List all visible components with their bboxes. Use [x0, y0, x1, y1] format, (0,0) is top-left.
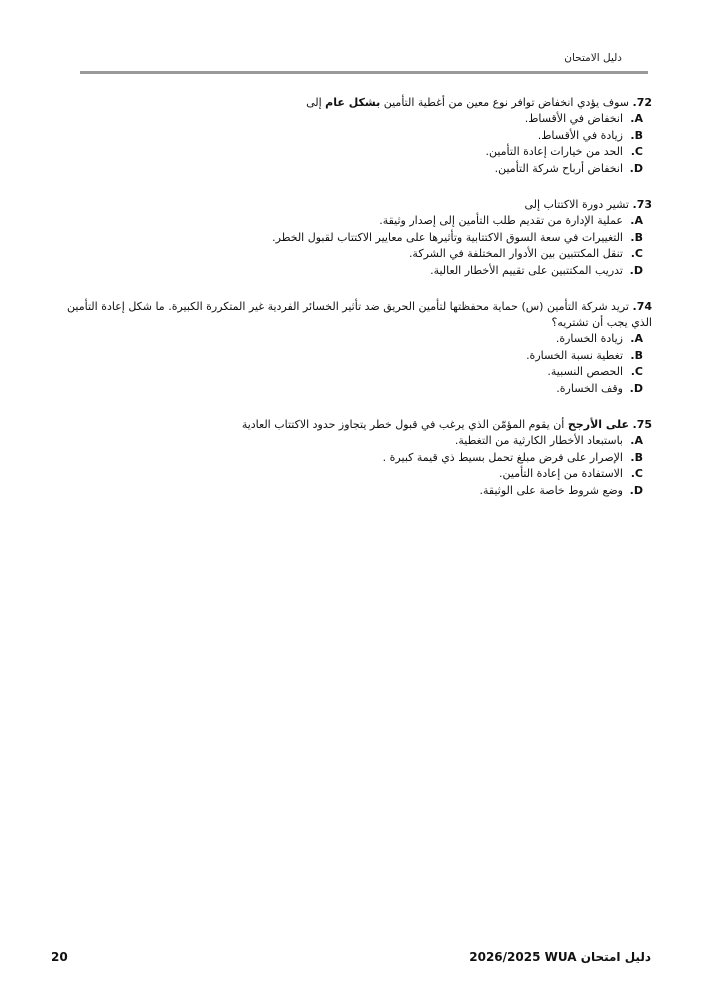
answer-option	[60, 213, 643, 230]
answer-option	[60, 161, 643, 178]
option-letter: B.	[630, 128, 643, 142]
answer-option	[60, 364, 643, 381]
option-text: الإصرار على فرض مبلغ تحمل بسيط ذي قيمة كبيرة .	[382, 450, 623, 464]
question-75	[60, 417, 652, 499]
question-text: تشير دورة الاكتتاب إلى	[524, 198, 629, 211]
option-letter: C.	[630, 365, 643, 378]
answer-option	[60, 466, 643, 483]
question-emphasis: على الأرجح	[567, 418, 629, 431]
option-letter: C.	[630, 145, 643, 158]
option-text: باستبعاد الأخطار الكارثية من التغطية.	[454, 434, 623, 447]
page-header-title: دليل الامتحان	[564, 52, 622, 64]
answer-options	[60, 213, 643, 279]
option-text: تنقل المكتتبين بين الأدوار المختلفة في الشركة.	[408, 247, 623, 260]
option-letter: B.	[630, 230, 643, 244]
answer-options	[60, 433, 643, 499]
option-letter: C.	[630, 247, 643, 260]
option-text: الحصص النسبية.	[547, 365, 623, 378]
option-text: التغييرات في سعة السوق الاكتتابية وتأثيرها على معايير الاكتتاب لقبول الخطر.	[272, 230, 623, 244]
question-text: سوف يؤدي انخفاض توافر نوع معين من أغطية التأمين	[383, 96, 629, 109]
option-text: وقف الخسارة.	[556, 381, 623, 395]
option-letter: D.	[629, 483, 643, 497]
answer-option	[60, 483, 643, 500]
option-text: الحد من خيارات إعادة التأمين.	[485, 145, 623, 158]
answer-option	[60, 450, 643, 467]
header-divider	[80, 71, 648, 74]
answer-option	[60, 348, 643, 365]
question-number: 73.	[632, 198, 652, 211]
option-text: انخفاض في الأقساط.	[524, 112, 623, 125]
option-text: الاستفادة من إعادة التأمين.	[499, 467, 623, 480]
question-stem	[60, 299, 652, 331]
questions-list	[60, 95, 652, 519]
answer-option	[60, 433, 643, 450]
question-emphasis: بشكل عام	[325, 96, 381, 109]
question-text-tail: إلى	[306, 96, 322, 109]
page-number: 20	[51, 950, 68, 964]
question-text-tail: أن يقوم المؤمّن الذي يرغب في قبول خطر يتجاوز حدود الاكتتاب العادية	[241, 418, 565, 431]
answer-option	[60, 230, 643, 247]
option-letter: D.	[629, 161, 643, 175]
question-text: تريد شركة التأمين (س) حماية محفظتها لتأمين الحريق ضد تأثير الخسائر الفردية غير المتكررة الكبيرة. ما شكل إعادة التأمين الذي يجب أن تشتريه؟	[67, 300, 652, 329]
option-letter: B.	[630, 450, 643, 464]
option-text: زيادة الخسارة.	[555, 332, 623, 345]
answer-option	[60, 381, 643, 398]
option-letter: A.	[630, 112, 643, 125]
question-stem	[60, 95, 652, 111]
question-73	[60, 197, 652, 279]
question-stem	[60, 417, 652, 433]
question-number: 72.	[632, 96, 652, 109]
footer-guide-label	[469, 950, 651, 964]
question-72	[60, 95, 652, 177]
question-number: 75.	[632, 418, 652, 431]
option-text: تدريب المكتتبين على تقييم الأخطار العالية.	[430, 263, 623, 277]
question-stem	[60, 197, 652, 213]
option-text: انخفاض أرباح شركة التأمين.	[494, 161, 623, 175]
answer-options	[60, 111, 643, 177]
option-letter: D.	[629, 381, 643, 395]
answer-options	[60, 331, 643, 397]
answer-option	[60, 246, 643, 263]
option-text: عملية الإدارة من تقديم طلب التأمين إلى إصدار وثيقة.	[379, 214, 623, 227]
footer-guide-text: دليل امتحان	[580, 950, 651, 964]
option-text: تغطية نسبة الخسارة.	[526, 348, 623, 362]
answer-option	[60, 263, 643, 280]
option-letter: D.	[629, 263, 643, 277]
answer-option	[60, 128, 643, 145]
option-letter: B.	[630, 348, 643, 362]
answer-option	[60, 111, 643, 128]
footer-guide-code: 2026/2025 WUA	[469, 950, 577, 964]
option-letter: C.	[630, 467, 643, 480]
question-number: 74.	[632, 300, 652, 313]
option-text: زيادة في الأقساط.	[537, 128, 623, 142]
option-letter: A.	[630, 332, 643, 345]
option-letter: A.	[630, 214, 643, 227]
answer-option	[60, 144, 643, 161]
question-74	[60, 299, 652, 397]
option-letter: A.	[630, 434, 643, 447]
option-text: وضع شروط خاصة على الوثيقة.	[479, 483, 623, 497]
answer-option	[60, 331, 643, 348]
